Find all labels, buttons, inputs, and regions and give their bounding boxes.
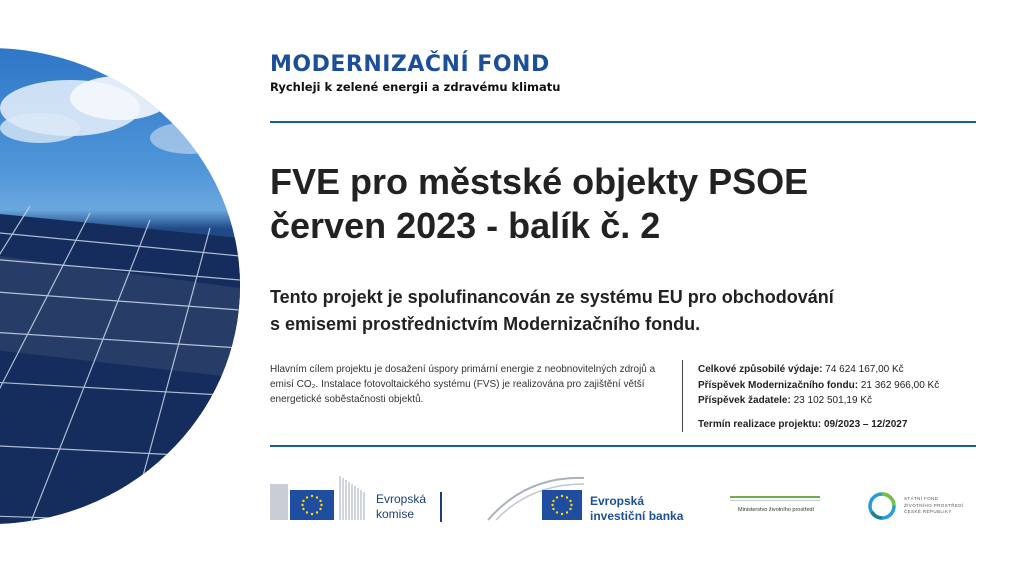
- eib-name: [590, 494, 683, 524]
- project-title: [270, 160, 808, 248]
- sfzp-name-line1: STÁTNÍ FOND: [904, 496, 939, 501]
- eib-name-line2: investiční banka: [590, 509, 684, 523]
- brand-title: MODERNIZAČNÍ FOND: [270, 52, 550, 77]
- fund-contribution-row: [698, 378, 939, 394]
- project-description: Hlavním cílem projektu je dosažení úspory primární energie z neobnovitelných zdrojů a emisí CO₂. Instalace fotovoltaického systému (FVS) je realizována pro zajištění větší energetické soběstačnosti objektů.: [270, 364, 656, 405]
- project-title-line2: červen 2023 - balík č. 2: [270, 205, 661, 246]
- eligible-costs-row: [698, 362, 939, 378]
- project-figures: [698, 362, 939, 432]
- figures-divider: [682, 360, 683, 432]
- realization-term-row: [698, 417, 939, 433]
- brand-header: [270, 52, 560, 94]
- ministry-name: Ministerstvo životního prostředí: [738, 507, 815, 513]
- ministry-stripe-line: [730, 500, 820, 501]
- ec-name-line2: komise: [376, 507, 415, 521]
- ministry-logo: [730, 496, 826, 520]
- cofinance-line2: s emisemi prostřednictvím Modernizačního fondu.: [270, 314, 701, 334]
- applicant-contribution-value: 23 102 501,19 Kč: [793, 395, 873, 406]
- sfzp-name-line3: ČESKÉ REPUBLIKY: [904, 509, 952, 514]
- applicant-contribution-row: [698, 393, 939, 409]
- ec-building-icon: [270, 474, 370, 522]
- project-title-line1: FVE pro městské objekty PSOE: [270, 161, 809, 202]
- sfzp-ring-icon: [866, 490, 898, 522]
- bottom-divider: [270, 445, 976, 447]
- fund-contribution-value: 21 362 966,00 Kč: [860, 379, 940, 391]
- fund-contribution-label: Příspěvek Modernizačního fondu:: [698, 379, 859, 391]
- applicant-contribution-label: Příspěvek žadatele:: [698, 395, 791, 406]
- ec-name-line1: Evropská: [376, 492, 427, 506]
- ec-bar: [440, 492, 442, 522]
- eu-flag-icon: [542, 490, 582, 520]
- eligible-costs-label: Celkové způsobilé výdaje:: [698, 364, 823, 375]
- ec-name: [376, 492, 426, 522]
- top-divider: [270, 121, 976, 123]
- eligible-costs-value: 74 624 167,00 Kč: [825, 364, 904, 375]
- eib-name-line1: Evropská: [590, 494, 645, 508]
- solar-panel-illustration: [0, 48, 240, 524]
- cofinance-line1: Tento projekt je spolufinancován ze systému EU pro obchodování: [270, 287, 834, 307]
- cofinance-statement: [270, 284, 834, 338]
- realization-term-value: 09/2023 – 12/2027: [823, 418, 908, 430]
- realization-term-label: Termín realizace projektu:: [698, 418, 822, 430]
- brand-subtitle: Rychleji k zelené energii a zdravému klimatu: [270, 80, 561, 94]
- sfzp-name-line2: ŽIVOTNÍHO PROSTŘEDÍ: [904, 502, 964, 508]
- eu-flag-icon: [290, 490, 334, 520]
- sfzp-name: [904, 496, 964, 516]
- sfzp-logo: [866, 490, 978, 522]
- eib-arc-icon: [486, 474, 586, 522]
- ministry-stripe-icon: [730, 496, 820, 498]
- solar-panel-photo: [0, 48, 240, 524]
